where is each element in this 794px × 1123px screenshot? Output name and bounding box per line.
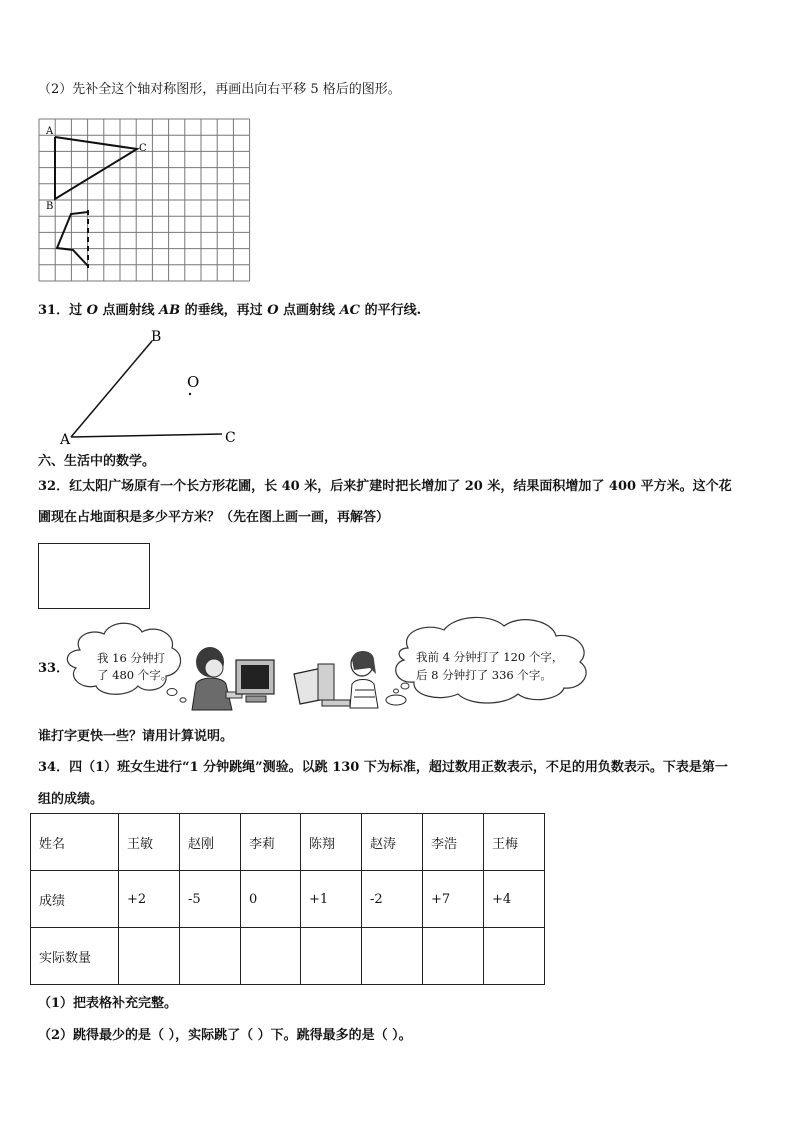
q32-line2: 圃现在占地面积是多少平方米？（先在图上画一画，再解答） (38, 510, 390, 525)
answer-cell[interactable] (484, 928, 545, 985)
answer-cell[interactable] (119, 928, 180, 985)
table-cell: 赵刚 (180, 814, 241, 871)
q34-sub1: （1）把表格补充完整。 (38, 996, 178, 1011)
q31-o1: O (86, 303, 98, 318)
q31-o2: O (267, 303, 279, 318)
table-cell: 赵涛 (362, 814, 423, 871)
table-cell: 成绩 (31, 871, 119, 928)
answer-cell[interactable] (241, 928, 301, 985)
girl-computer (294, 664, 350, 706)
grid-label-c: C (139, 143, 147, 154)
q31-ab: AB (159, 303, 181, 318)
q30-part2-text: （2）先补全这个轴对称图形，再画出向右平移 5 格后的图形。 (38, 82, 401, 97)
table-cell: 李莉 (241, 814, 301, 871)
q33-num: 33． (38, 661, 70, 676)
boy-figure (192, 647, 242, 710)
table-row-actual (31, 928, 545, 985)
table-cell: 王敏 (119, 814, 180, 871)
table-cell: +7 (423, 871, 484, 928)
boy-speech-line1: 我 16 分钟打 (97, 651, 165, 665)
girl-figure (350, 651, 406, 708)
section-6-title: 六、生活中的数学。 (38, 454, 156, 469)
table-cell: 李浩 (423, 814, 484, 871)
grid-label-a: A (46, 126, 54, 137)
table-cell: -2 (362, 871, 423, 928)
table-row-header (31, 814, 545, 871)
boy-speech-line2: 了 480 个字。 (97, 668, 173, 682)
q34-line2: 组的成绩。 (38, 792, 104, 807)
angle-label-c: C (225, 430, 236, 446)
score-table (30, 813, 545, 985)
q34-sub2: （2）跳得最少的是（ ），实际跳了（ ）下。跳得最多的是（ ）。 (38, 1028, 412, 1043)
table-cell: +2 (119, 871, 180, 928)
q31-t4: 的平行线. (364, 303, 422, 318)
q31-t2: 的垂线，再过 (184, 303, 263, 318)
table-cell: 实际数量 (31, 928, 119, 985)
q31-t3: 点画射线 (283, 303, 336, 318)
table-cell: -5 (180, 871, 241, 928)
table-cell: +4 (484, 871, 545, 928)
angle-label-o: O (187, 373, 200, 391)
table-cell: 陈翔 (301, 814, 362, 871)
answer-cell[interactable] (362, 928, 423, 985)
table-row-scores (31, 871, 545, 928)
table-cell: +1 (301, 871, 362, 928)
q31-ac: AC (339, 303, 361, 318)
q33-question: 谁打字更快一些？请用计算说明。 (38, 729, 234, 744)
angle-label-a: A (60, 432, 71, 448)
q31-t1: 点画射线 (102, 303, 155, 318)
table-cell: 0 (241, 871, 301, 928)
table-cell: 姓名 (31, 814, 119, 871)
q32-line1: 32．红太阳广场原有一个长方形花圃，长 40 米，后来扩建时把长增加了 20 米，结果面积增加了 400 平方米。这个花 (38, 479, 732, 494)
q34-line1: 34．四（1）班女生进行“1 分钟跳绳”测验。以跳 130 下为标准，超过数用正数表示，不足的用负数表示。下表是第一 (38, 760, 728, 775)
girl-speech-line2: 后 8 分钟打了 336 个字。 (416, 668, 552, 682)
angle-label-b: B (151, 329, 162, 345)
answer-cell[interactable] (423, 928, 484, 985)
q31-num: 31．过 (38, 303, 83, 318)
grid-label-b: B (46, 201, 54, 212)
table-cell: 王梅 (484, 814, 545, 871)
answer-cell[interactable] (301, 928, 362, 985)
answer-cell[interactable] (180, 928, 241, 985)
girl-speech-line1: 我前 4 分钟打了 120 个字， (416, 650, 564, 664)
